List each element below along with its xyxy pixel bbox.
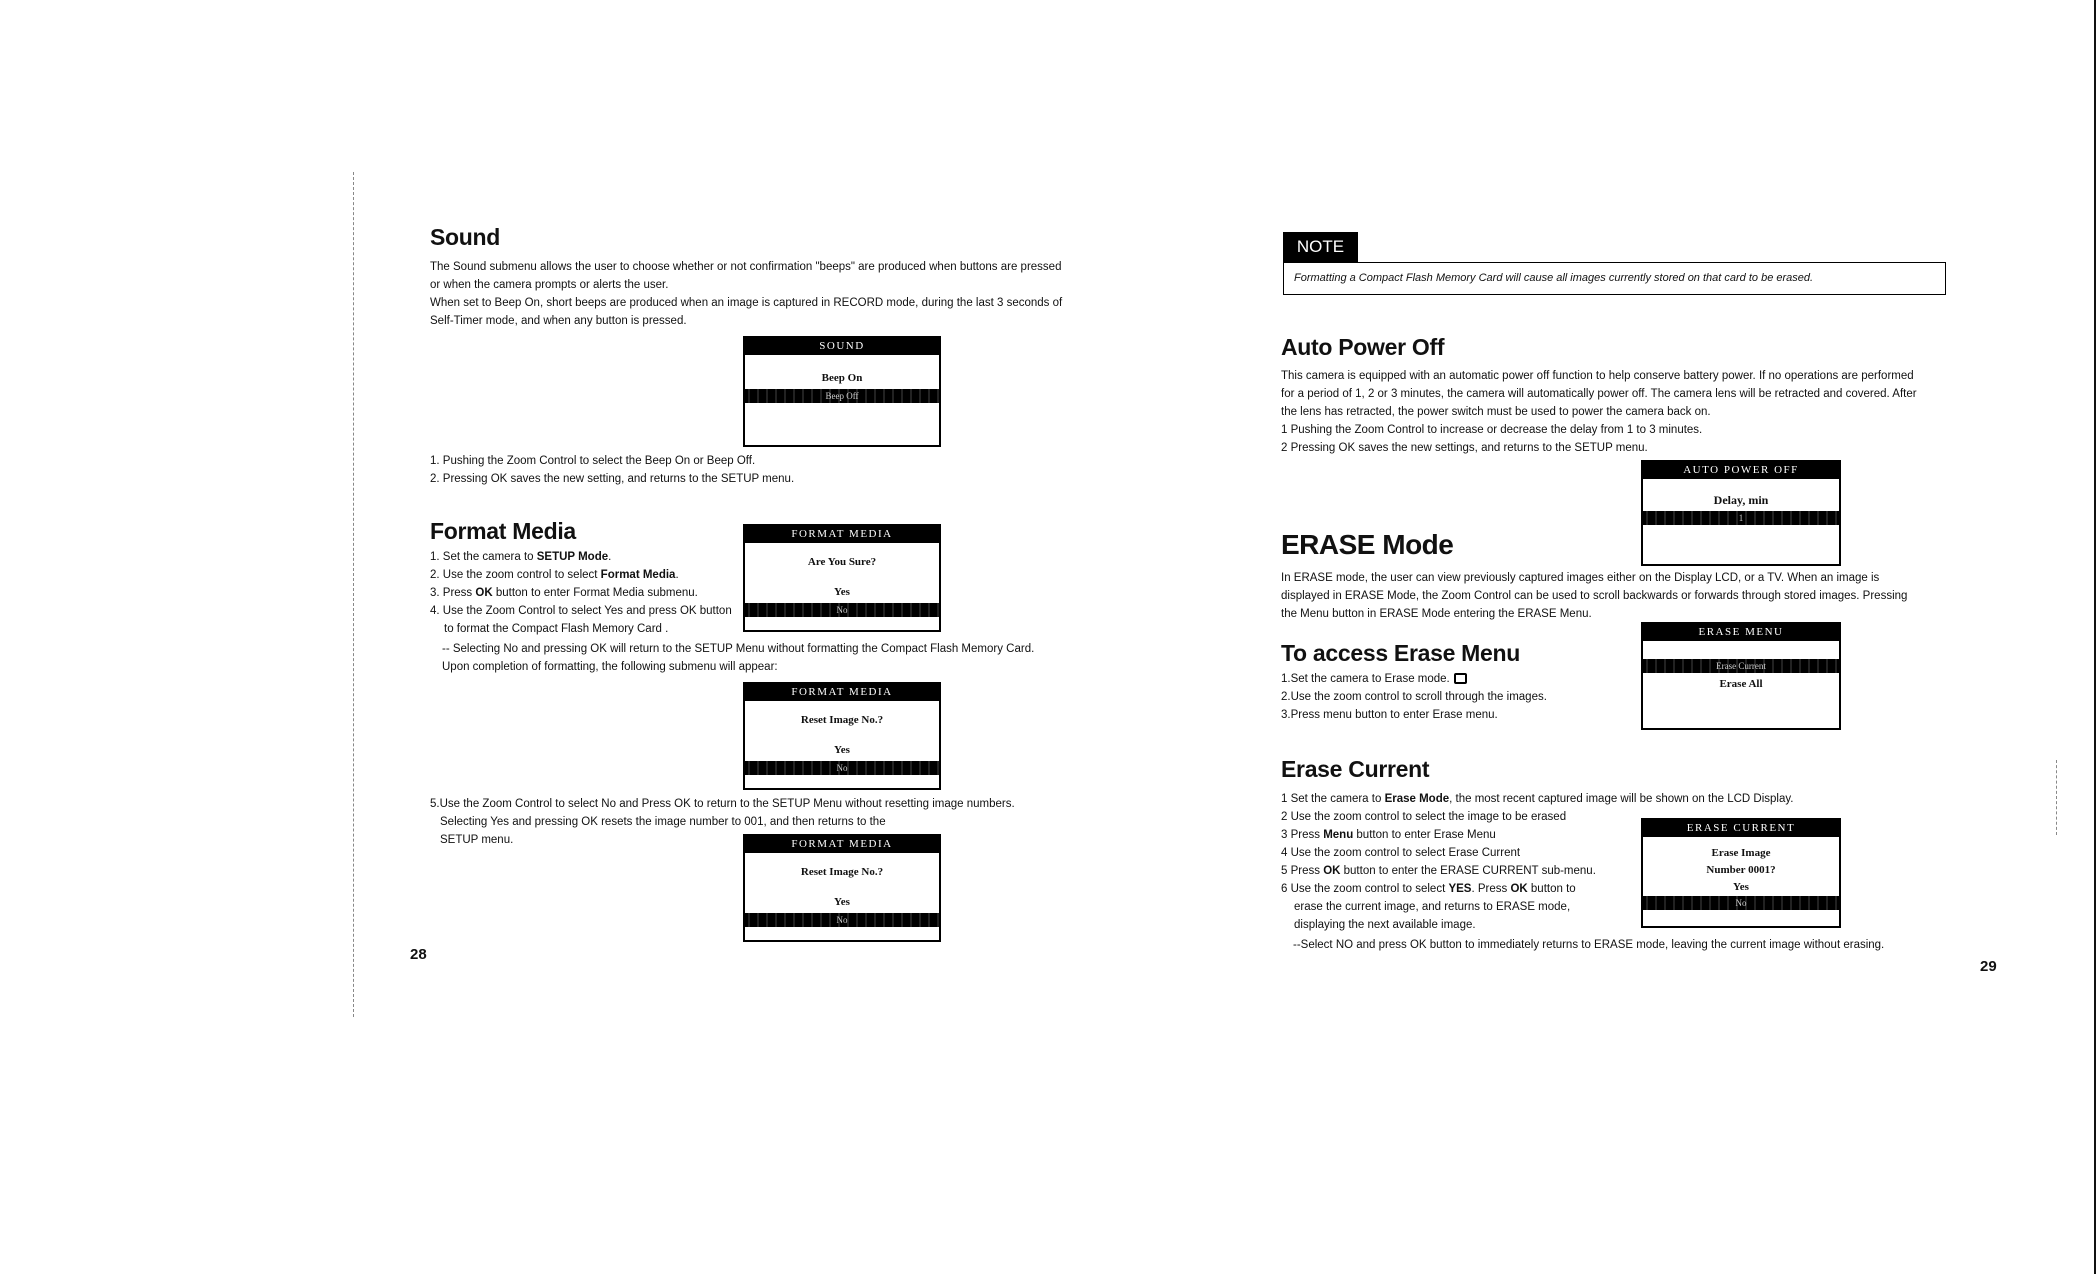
reset-image-screen-2 xyxy=(743,834,941,942)
erase-current-step-3: 3 Press Menu button to enter Erase Menu xyxy=(1281,829,1496,841)
right-margin-line xyxy=(2056,760,2057,835)
sound-line-3: When set to Beep On, short beeps are produced when an image is captured in RECORD mode, during the last 3 seconds of xyxy=(430,297,1063,309)
screen-option: Yes xyxy=(834,896,850,908)
sound-step-2: 2. Pressing OK saves the new setting, and returns to the SETUP menu. xyxy=(430,473,795,485)
access-step-2: 2.Use the zoom control to scroll through the images. xyxy=(1281,691,1547,703)
right-edge-border xyxy=(2094,0,2096,1274)
format-step-3: 3. Press OK button to enter Format Media submenu. xyxy=(430,587,698,599)
erase-current-step-4: 4 Use the zoom control to select Erase Current xyxy=(1281,847,1521,859)
sound-title: Sound xyxy=(430,224,501,250)
erase-current-step-5: 5 Press OK button to enter the ERASE CURRENT sub-menu. xyxy=(1281,865,1596,877)
sound-step-1: 1. Pushing the Zoom Control to select the Beep On or Beep Off. xyxy=(430,455,756,467)
format-step-5-line-1: 5.Use the Zoom Control to select No and Press OK to return to the SETUP Menu without resetting image numbers. xyxy=(430,798,1015,810)
screen-prompt: Reset Image No.? xyxy=(800,714,884,726)
erase-mode-icon xyxy=(1454,673,1467,684)
screen-header: ERASE MENU xyxy=(1643,624,1839,641)
erase-current-sub: --Select NO and press OK button to immediately returns to ERASE mode, leaving the current image without erasing. xyxy=(1293,939,1885,951)
left-margin-line xyxy=(353,172,354,1017)
screen-header: SOUND xyxy=(745,338,939,355)
screen-highlight-bar: No xyxy=(745,913,939,927)
format-step-2: 2. Use the zoom control to select Format Media. xyxy=(430,569,679,581)
reset-image-screen-1 xyxy=(743,682,941,790)
erase-current-step-6-line-2: erase the current image, and returns to ERASE mode, xyxy=(1294,901,1571,913)
screen-prompt: Reset Image No.? xyxy=(800,866,884,878)
erase-current-steps xyxy=(1281,808,1641,934)
access-erase-title: To access Erase Menu xyxy=(1281,640,1521,666)
screen-highlight-bar: No xyxy=(745,761,939,775)
erase-line-2: displayed in ERASE Mode, the Zoom Control can be used to scroll backwards or forwards through stored images. Pressing xyxy=(1281,590,1908,602)
access-step-3: 3.Press menu button to enter Erase menu. xyxy=(1281,709,1498,721)
sound-steps xyxy=(430,452,1030,488)
format-media-title: Format Media xyxy=(430,518,576,544)
screen-prompt-line-1: Erase Image xyxy=(1711,847,1771,859)
screen-highlight-bar: No xyxy=(1643,896,1839,910)
format-step-5-line-2: Selecting Yes and pressing OK resets the image number to 001, and then returns to the xyxy=(440,816,886,828)
screen-header: FORMAT MEDIA xyxy=(745,684,939,701)
format-media-steps xyxy=(430,548,740,638)
sound-screen xyxy=(743,336,941,447)
erase-current-step-1: 1 Set the camera to Erase Mode, the most recent captured image will be shown on the LCD Display. xyxy=(1281,793,1794,805)
apo-step-2: 2 Pressing OK saves the new settings, and returns to the SETUP menu. xyxy=(1281,442,1648,454)
format-step-1: 1. Set the camera to SETUP Mode. xyxy=(430,551,612,563)
apo-line-1: This camera is equipped with an automatic power off function to help conserve battery power. If no operations are performed xyxy=(1281,370,1914,382)
screen-prompt: Delay, min xyxy=(1713,493,1769,507)
apo-line-3: the lens has retracted, the power switch must be used to power the camera back on. xyxy=(1281,406,1711,418)
screen-highlight-bar: 1 xyxy=(1643,511,1839,525)
sound-description xyxy=(430,258,1150,330)
format-step-5-line-3: SETUP menu. xyxy=(440,834,514,846)
erase-line-1: In ERASE mode, the user can view previously captured images either on the Display LCD, or a TV. When an image is xyxy=(1281,572,1880,584)
sound-line-2: or when the camera prompts or alerts the user. xyxy=(430,279,669,291)
access-erase-steps xyxy=(1281,670,1611,724)
erase-current-screen xyxy=(1641,818,1841,928)
erase-current-title: Erase Current xyxy=(1281,756,1430,782)
screen-option: Yes xyxy=(834,586,850,598)
apo-step-1: 1 Pushing the Zoom Control to increase or decrease the delay from 1 to 3 minutes. xyxy=(1281,424,1703,436)
format-sub-2: Upon completion of formatting, the following submenu will appear: xyxy=(442,661,778,673)
sound-line-4: Self-Timer mode, and when any button is pressed. xyxy=(430,315,687,327)
screen-prompt-line-2: Number 0001? xyxy=(1706,864,1776,876)
auto-power-off-description xyxy=(1281,367,2001,457)
screen-option: Yes xyxy=(834,744,850,756)
erase-mode-title: ERASE Mode xyxy=(1281,529,1454,560)
screen-highlight-bar: No xyxy=(745,603,939,617)
screen-header: AUTO POWER OFF xyxy=(1643,462,1839,479)
erase-line-3: the Menu button in ERASE Mode entering the ERASE Menu. xyxy=(1281,608,1592,620)
screen-highlight-bar: Beep Off xyxy=(745,389,939,403)
screen-header: ERASE CURRENT xyxy=(1643,820,1839,837)
screen-header: FORMAT MEDIA xyxy=(745,526,939,543)
sound-line-1: The Sound submenu allows the user to choose whether or not confirmation "beeps" are produced when buttons are pressed xyxy=(430,261,1062,273)
format-step-4: 4. Use the Zoom Control to select Yes and press OK button to format the Compact Flash Memory Card . xyxy=(430,605,732,635)
page-number-right: 29 xyxy=(1980,958,1997,975)
screen-option: Erase All xyxy=(1719,678,1763,690)
erase-menu-screen xyxy=(1641,622,1841,730)
erase-current-step-6: 6 Use the zoom control to select YES. Press OK button to xyxy=(1281,883,1576,895)
erase-current-step-2: 2 Use the zoom control to select the image to be erased xyxy=(1281,811,1567,823)
format-substeps xyxy=(442,640,1142,676)
screen-option: Yes xyxy=(1733,881,1749,893)
apo-line-2: for a period of 1, 2 or 3 minutes, the camera will automatically power off. The camera lens will be retracted and covered. After xyxy=(1281,388,1917,400)
format-confirm-screen xyxy=(743,524,941,632)
erase-mode-description xyxy=(1281,569,2001,623)
screen-highlight-bar: Erase Current xyxy=(1643,659,1839,673)
screen-option: Beep On xyxy=(821,372,863,384)
note-label: NOTE xyxy=(1283,232,1358,262)
access-step-1: 1.Set the camera to Erase mode. xyxy=(1281,670,1611,688)
erase-current-step-6-line-3: displaying the next available image. xyxy=(1294,919,1476,931)
screen-prompt: Are You Sure? xyxy=(807,556,877,568)
auto-power-off-screen xyxy=(1641,460,1841,566)
format-sub-1: -- Selecting No and pressing OK will return to the SETUP Menu without formatting the Compact Flash Memory Card. xyxy=(442,643,1035,655)
auto-power-off-title: Auto Power Off xyxy=(1281,334,1445,360)
note-box: Formatting a Compact Flash Memory Card will cause all images currently stored on that card to be erased. xyxy=(1283,262,1946,295)
screen-header: FORMAT MEDIA xyxy=(745,836,939,853)
page-number-left: 28 xyxy=(410,946,427,963)
